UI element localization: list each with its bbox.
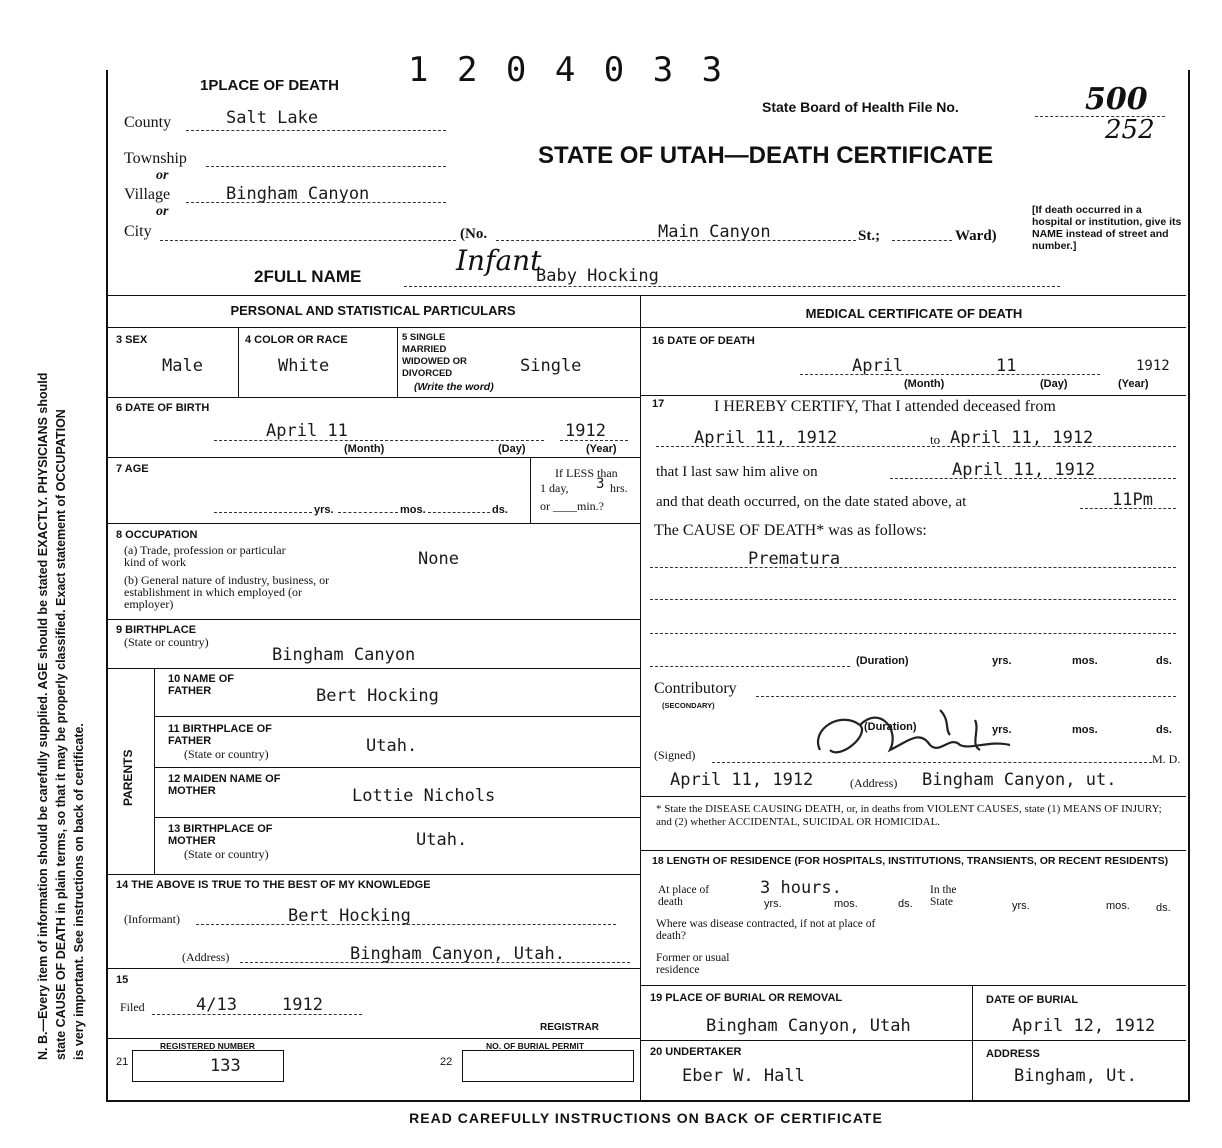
medical-header: MEDICAL CERTIFICATE OF DEATH	[805, 306, 1023, 321]
full-name-handwritten: Infant	[456, 244, 542, 277]
race-value: White	[278, 356, 330, 376]
occupation-label: 8 OCCUPATION	[116, 529, 198, 541]
age-yrs: yrs.	[314, 504, 334, 516]
contributory-label: Contributory	[654, 680, 737, 697]
filed-year: 1912	[282, 995, 323, 1015]
age-hrs-label: hrs.	[610, 481, 628, 495]
last-saw-text: that I last saw him alive on	[656, 464, 818, 480]
duration-yrs: yrs.	[992, 655, 1012, 667]
death-time: 11Pm	[1112, 490, 1153, 510]
sex-value: Male	[162, 356, 203, 376]
village-value: Bingham Canyon	[226, 184, 370, 204]
birthplace-label: 9 BIRTHPLACE	[116, 624, 197, 636]
st-label: St.;	[858, 228, 881, 244]
age-or-min: or ____min.?	[540, 499, 604, 513]
physician-signature	[800, 700, 1050, 777]
side-note	[28, 80, 108, 1060]
marital-label: 5 SINGLE MARRIED WIDOWED OR DIVORCED	[402, 332, 467, 379]
death-occurred-text: and that death occurred, on the date stated above, at	[656, 494, 967, 510]
date-of-death-month: April	[852, 356, 904, 376]
personal-header: PERSONAL AND STATISTICAL PARTICULARS	[230, 303, 516, 318]
residence-label: 18 LENGTH OF RESIDENCE (FOR HOSPITALS, INSTITUTIONS, TRANSIENTS, OR RECENT RESIDENTS)	[652, 855, 1169, 867]
at-place-label: At place of death	[658, 884, 710, 908]
dod-month-label: (Month)	[904, 378, 945, 390]
if-less-line-1: If LESS than	[555, 466, 618, 480]
residence-ds: ds.	[898, 898, 913, 910]
footer-instructions: READ CAREFULLY INSTRUCTIONS ON BACK OF CERTIFICATE	[409, 1110, 883, 1126]
in-state-yrs: yrs.	[1012, 900, 1030, 912]
registered-number-box	[132, 1050, 284, 1082]
place-of-death-label: 1PLACE OF DEATH	[200, 77, 339, 94]
in-state-label: In the State	[930, 884, 957, 908]
dob-day-label: (Day)	[498, 443, 526, 455]
attended-from: April 11, 1912	[694, 428, 838, 448]
former-residence-text: Former or usual residence	[656, 952, 730, 976]
signed-date: April 11, 1912	[670, 770, 814, 790]
informant-header: 14 THE ABOVE IS TRUE TO THE BEST OF MY KNOWLEDGE	[116, 879, 431, 891]
occupation-b: (b) General nature of industry, business, or establishment in which employed (or employer)	[124, 573, 330, 611]
or-2: or	[156, 204, 169, 219]
or-1: or	[156, 168, 169, 183]
side-note-line-2: state CAUSE OF DEATH in plain terms, so that it may be properly classified. Exact statement of OCCUPATION	[54, 409, 68, 1060]
n21-label: 21	[116, 1056, 129, 1068]
age-mos: mos.	[400, 504, 426, 516]
registered-number-label: REGISTERED NUMBER	[160, 1041, 255, 1051]
marital-value: Single	[520, 356, 582, 376]
in-state-ds: ds.	[1156, 902, 1171, 914]
burial-permit-label: NO. OF BURIAL PERMIT	[486, 1041, 585, 1051]
date-of-death-year: 1912	[1136, 358, 1170, 374]
contracted-text: Where was disease contracted, if not at place of death?	[656, 918, 876, 942]
township-label: Township	[124, 150, 187, 167]
mother-birthplace-value: Utah.	[416, 830, 468, 850]
informant-value: Bert Hocking	[288, 906, 411, 926]
street-number-label: (No.	[460, 226, 488, 242]
cause-header: The CAUSE OF DEATH* was as follows:	[654, 522, 927, 539]
full-name-value: Baby Hocking	[536, 266, 659, 286]
side-note-line-3: is very important. See instructions on back of certificate.	[72, 723, 86, 1060]
dob-label: 6 DATE OF BIRTH	[116, 402, 210, 414]
last-saw-date: April 11, 1912	[952, 460, 1096, 480]
attended-to: April 11, 1912	[950, 428, 1094, 448]
md-address: Bingham Canyon, ut.	[922, 770, 1117, 790]
father-birthplace-value: Utah.	[366, 736, 418, 756]
contrib-mos: mos.	[1072, 724, 1098, 736]
burial-label: 19 PLACE OF BURIAL OR REMOVAL	[650, 992, 843, 1004]
burial-permit-box	[462, 1050, 634, 1082]
county-value: Salt Lake	[226, 108, 319, 128]
father-label: 10 NAME OF FATHER	[168, 673, 235, 697]
sex-label: 3 SEX	[116, 334, 148, 346]
age-ds: ds.	[492, 504, 508, 516]
dob-year-label: (Year)	[586, 443, 617, 455]
state-board-file-no: 500	[1085, 82, 1148, 117]
md-label: M. D.	[1152, 752, 1181, 766]
birthplace-state-country: (State or country)	[124, 635, 209, 649]
parents-label: PARENTS	[121, 749, 135, 806]
contrib-yrs: yrs.	[992, 724, 1012, 736]
father-value: Bert Hocking	[316, 686, 439, 706]
certificate-number: 1 2 0 4 0 3 3	[408, 50, 727, 90]
informant-address-label: (Address)	[182, 950, 230, 964]
burial-date-label: DATE OF BURIAL	[986, 994, 1079, 1006]
filed-label: Filed	[120, 1000, 145, 1014]
cause-value: Prematura	[748, 549, 841, 569]
dod-day-label: (Day)	[1040, 378, 1068, 390]
county-label: County	[124, 114, 172, 131]
duration-label: (Duration)	[856, 655, 909, 667]
contrib-duration-label: (Duration)	[864, 721, 917, 733]
occupation-a: (a) Trade, profession or particular kind of work	[124, 543, 286, 569]
hospital-note: [If death occurred in a hospital or institution, give its NAME instead of street and number.]	[1032, 204, 1182, 252]
date-of-death-day: 11	[996, 356, 1017, 376]
if-less-line-2: 1 day,	[540, 481, 569, 495]
birthplace-value: Bingham Canyon	[272, 645, 416, 665]
city-label: City	[124, 223, 152, 240]
residence-value: 3 hours.	[760, 878, 842, 898]
state-note: * State the DISEASE CAUSING DEATH, or, in deaths from VIOLENT CAUSES, state (1) MEANS OF INJURY; and (2) whether ACCIDENTAL, SUICIDAL OR HOMICIDAL.	[656, 803, 1162, 828]
residence-yrs: yrs.	[764, 898, 782, 910]
occupation-value: None	[418, 549, 459, 569]
burial-place: Bingham Canyon, Utah	[706, 1016, 911, 1036]
mother-value: Lottie Nichols	[352, 786, 496, 806]
father-birthplace-state: (State or country)	[184, 747, 269, 761]
filed-date: 4/13	[196, 995, 237, 1015]
registered-number-value: 133	[210, 1056, 241, 1076]
burial-date: April 12, 1912	[1012, 1016, 1156, 1036]
duration-ds: ds.	[1156, 655, 1172, 667]
village-label: Village	[124, 186, 171, 203]
in-state-mos: mos.	[1106, 900, 1130, 912]
marital-write: (Write the word)	[414, 381, 494, 393]
undertaker-label: 20 UNDERTAKER	[650, 1046, 742, 1058]
street-value: Main Canyon	[658, 222, 771, 242]
filed-number: 15	[116, 974, 129, 986]
duration-mos: mos.	[1072, 655, 1098, 667]
dob-year: 1912	[565, 421, 606, 441]
ward-label: Ward)	[955, 228, 997, 244]
full-name-label: 2FULL NAME	[254, 267, 362, 286]
undertaker-value: Eber W. Hall	[682, 1066, 805, 1086]
md-address-label: (Address)	[850, 776, 898, 790]
secondary-label: (SECONDARY)	[662, 701, 715, 710]
residence-mos: mos.	[834, 898, 858, 910]
age-label: 7 AGE	[116, 463, 149, 475]
dob-month-day: April 11	[266, 421, 348, 441]
age-hours-value: 3	[596, 476, 605, 492]
contrib-ds: ds.	[1156, 724, 1172, 736]
certificate-title: STATE OF UTAH—DEATH CERTIFICATE	[538, 142, 994, 169]
state-board-file-no-2: 252	[1105, 115, 1155, 145]
race-label: 4 COLOR OR RACE	[245, 334, 348, 346]
dob-month-label: (Month)	[344, 443, 385, 455]
father-birthplace-label: 11 BIRTHPLACE OF FATHER	[168, 723, 272, 747]
mother-birthplace-label: 13 BIRTHPLACE OF MOTHER	[168, 823, 273, 847]
dod-year-label: (Year)	[1118, 378, 1149, 390]
to-label: to	[930, 432, 941, 447]
side-note-line-1: N. B.—Every item of information should be carefully supplied. AGE should be stated EXACTLY. PHYSICIANS should	[36, 372, 50, 1060]
mother-birthplace-state: (State or country)	[184, 847, 269, 861]
date-of-death-label: 16 DATE OF DEATH	[652, 335, 755, 347]
signed-label: (Signed)	[654, 748, 696, 762]
informant-label: (Informant)	[124, 912, 180, 926]
n22-label: 22	[440, 1056, 453, 1068]
state-board-label: State Board of Health File No.	[762, 99, 959, 115]
certify-text: I HEREBY CERTIFY, That I attended deceased from	[714, 398, 1056, 415]
n17-label: 17	[652, 398, 665, 410]
mother-label: 12 MAIDEN NAME OF MOTHER	[168, 773, 281, 797]
undertaker-address: Bingham, Ut.	[1014, 1066, 1137, 1086]
registrar-label: REGISTRAR	[540, 1022, 599, 1033]
informant-address-value: Bingham Canyon, Utah.	[350, 944, 565, 964]
undertaker-address-label: ADDRESS	[986, 1048, 1040, 1060]
